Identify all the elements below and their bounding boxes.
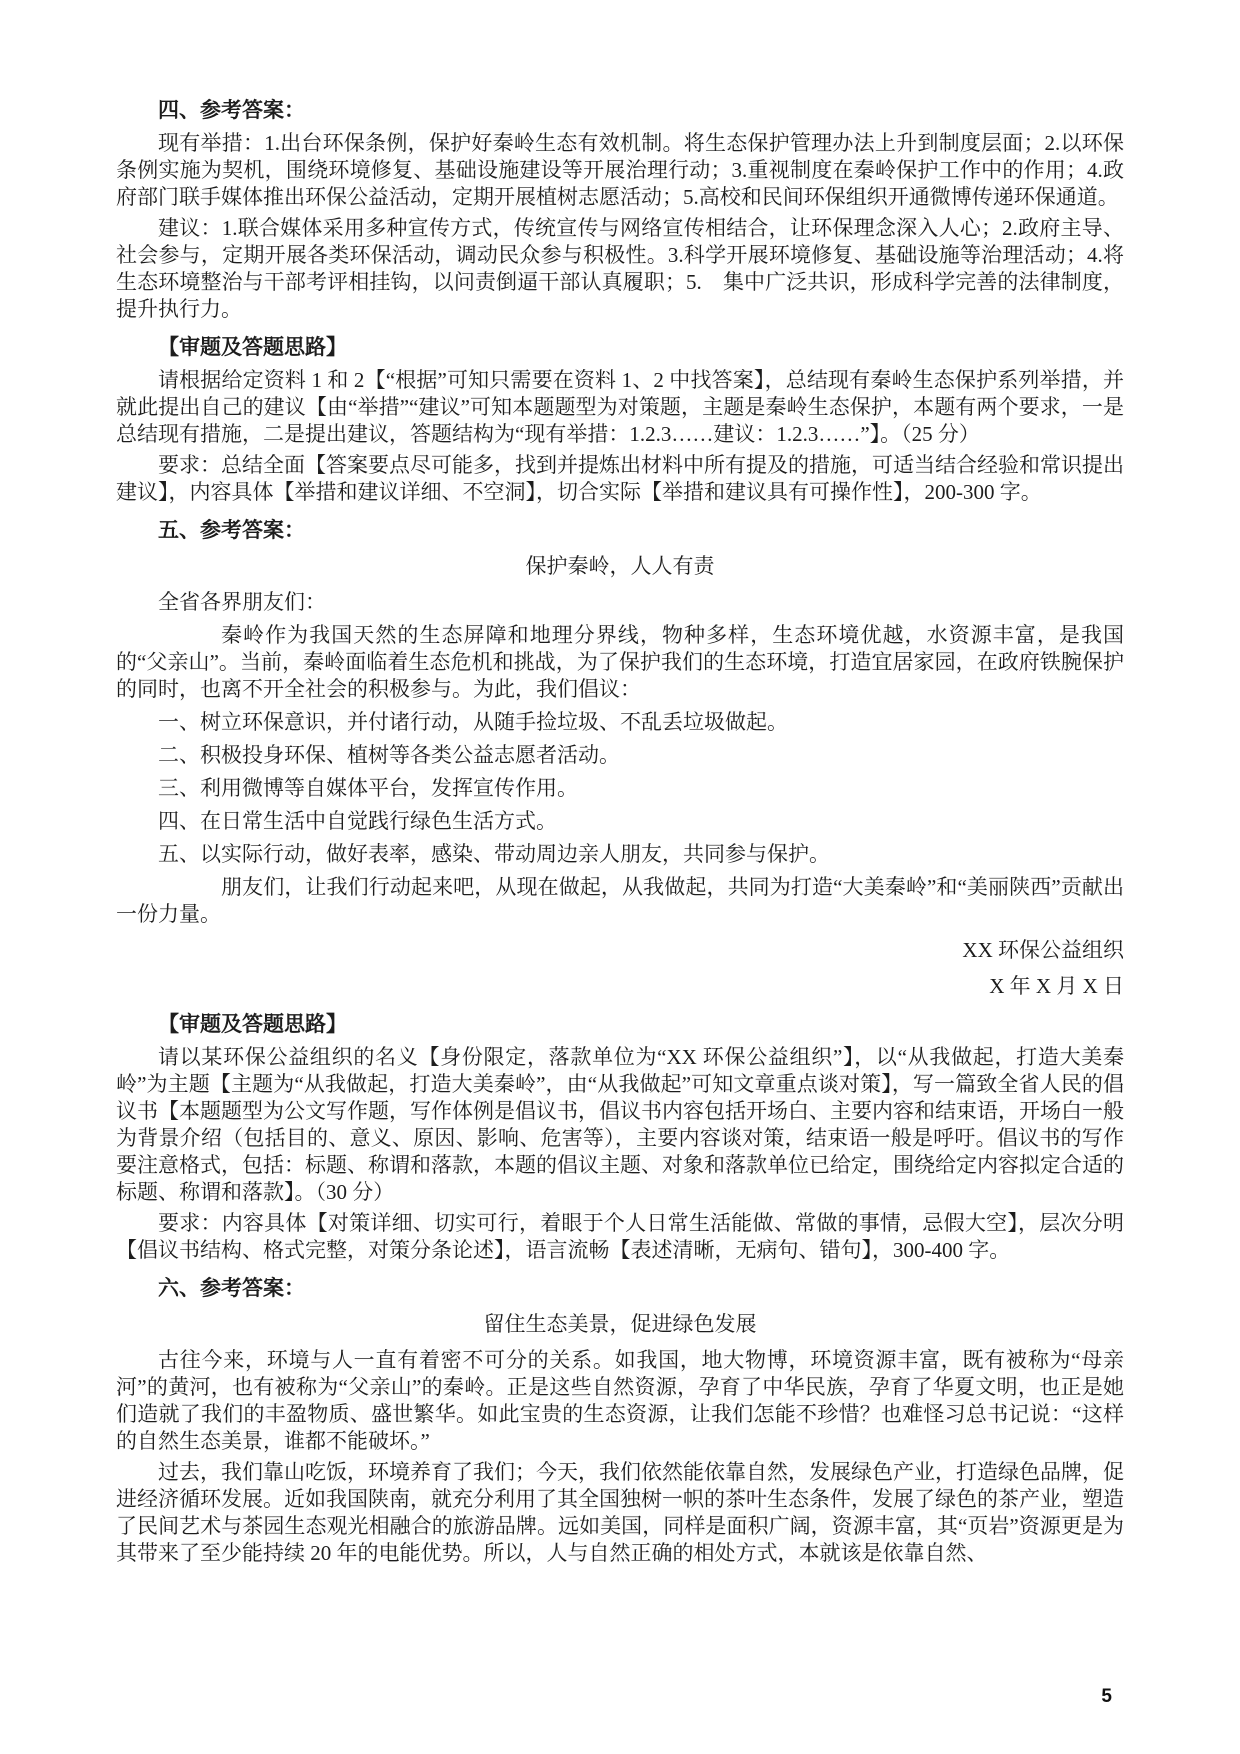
proposal-item-5: 五、以实际行动，做好表率，感染、带动周边亲人朋友，共同参与保护。 (158, 842, 830, 866)
paragraph-question-analysis-1: 请根据给定资料 1 和 2【“根据”可知只需要在资料 1、2 中找答案】，总结现有秦岭生态保护系列举措，并就此提出自己的建议【由“举措”“建议”可知本题题型为对策题，主题是秦岭生态保护，本题有两个要求，一是总结现有措施，二是提出建议，答题结构为“现有举措：1.2.3……建议：1.2.3……”】。（25 分） (116, 368, 1124, 446)
paragraph-proposal-closing: 朋友们，让我们行动起来吧，从现在做起，从我做起，共同为打造“大美秦岭”和“美丽陕西”贡献出一份力量。 (116, 875, 1124, 926)
section-heading-five: 五、参考答案： (158, 519, 305, 542)
paragraph-suggestions: 建议：1.联合媒体采用多种宣传方式，传统宣传与网络宣传相结合，让环保理念深入人心；2.政府主导、社会参与，定期开展各类环保活动，调动民众参与积极性。3.科学开展环境修复、基础设施等治理活动；4.将生态环境整治与干部考评相挂钩，以问责倒逼干部认真履职；5. 集中广泛共识，形成科学完善的法律制度，提升执行力。 (116, 216, 1124, 321)
paragraph-requirements-1: 要求：总结全面【答案要点尽可能多，找到并提炼出材料中所有提及的措施，可适当结合经验和常识提出建议】，内容具体【举措和建议详细、不空洞】，切合实际【举措和建议具有可操作性】，200-300 字。 (116, 453, 1124, 504)
proposal-item-1: 一、树立环保意识，并付诸行动，从随手捡垃圾、不乱丢垃圾做起。 (158, 710, 788, 734)
bracket-heading-analysis-2: 【审题及答题思路】 (158, 1013, 347, 1036)
paragraph-existing-measures: 现有举措：1.出台环保条例，保护好秦岭生态有效机制。将生态保护管理办法上升到制度层面；2.以环保条例实施为契机，围绕环境修复、基础设施建设等开展治理行动；3.重视制度在秦岭保护工作中的作用；4.政府部门联手媒体推出环保公益活动，定期开展植树志愿活动；5.高校和民间环保组织开通微博传递环保通道。 (116, 131, 1124, 209)
paragraph-essay-2: 过去，我们靠山吃饭，环境养育了我们；今天，我们依然能依靠自然，发展绿色产业，打造绿色品牌，促进经济循环发展。近如我国陕南，就充分利用了其全国独树一帜的茶叶生态条件，发展了绿色的茶产业，塑造了民间艺术与茶园生态观光相融合的旅游品牌。远如美国，同样是面积广阔，资源丰富，其“页岩”资源更是为其带来了至少能持续 20 年的电能优势。所以，人与自然正确的相处方式，本就该是依靠自然、 (116, 1460, 1124, 1565)
paragraph-question-analysis-2: 请以某环保公益组织的名义【身份限定，落款单位为“XX 环保公益组织”】，以“从我做起，打造大美秦岭”为主题【主题为“从我做起，打造大美秦岭”，由“从我做起”可知文章重点谈对策】，写一篇致全省人民的倡议书【本题题型为公文写作题，写作体例是倡议书，倡议书内容包括开场白、主要内容和结束语，开场白一般为背景介绍（包括目的、意义、原因、影响、危害等），主要内容谈对策，结束语一般是呼吁。倡议书的写作要注意格式，包括：标题、称谓和落款，本题的倡议主题、对象和落款单位已给定，围绕给定内容拟定合适的标题、称谓和落款】。（30 分） (116, 1045, 1124, 1204)
paragraph-requirements-2: 要求：内容具体【对策详细、切实可行，着眼于个人日常生活能做、常做的事情，忌假大空】，层次分明【倡议书结构、格式完整，对策分条论述】，语言流畅【表述清晰，无病句、错句】，300-400 字。 (116, 1211, 1124, 1262)
proposal-item-4: 四、在日常生活中自觉践行绿色生活方式。 (158, 809, 557, 833)
page-number: 5 (1101, 1686, 1112, 1707)
document-body (116, 97, 1124, 1567)
proposal-title: 保护秦岭，人人有责 (525, 554, 715, 578)
signature-organization: XX 环保公益组织 (962, 938, 1124, 962)
bracket-heading-analysis-1: 【审题及答题思路】 (158, 336, 347, 359)
proposal-item-2: 二、积极投身环保、植树等各类公益志愿者活动。 (158, 743, 620, 767)
paragraph-essay-1: 古往今来，环境与人一直有着密不可分的关系。如我国，地大物博，环境资源丰富，既有被称为“母亲河”的黄河，也有被称为“父亲山”的秦岭。正是这些自然资源，孕育了中华民族，孕育了华夏文明，也正是她们造就了我们的丰盈物质、盛世繁华。如此宝贵的生态资源，让我们怎能不珍惜？也难怪习总书记说：“这样的自然生态美景，谁都不能破坏。” (116, 1348, 1124, 1453)
signature-date: X 年 X 月 X 日 (989, 974, 1124, 998)
proposal-item-3: 三、利用微博等自媒体平台，发挥宣传作用。 (158, 776, 578, 800)
essay-title: 留住生态美景，促进绿色发展 (483, 1312, 757, 1336)
section-heading-four: 四、参考答案： (158, 99, 305, 122)
section-heading-six: 六、参考答案： (158, 1277, 305, 1300)
paragraph-proposal-opening: 秦岭作为我国天然的生态屏障和地理分界线，物种多样，生态环境优越，水资源丰富，是我国的“父亲山”。当前，秦岭面临着生态危机和挑战，为了保护我们的生态环境，打造宜居家园，在政府铁腕保护的同时，也离不开全社会的积极参与。为此，我们倡议： (116, 623, 1124, 701)
salutation: 全省各界朋友们： (158, 590, 326, 614)
